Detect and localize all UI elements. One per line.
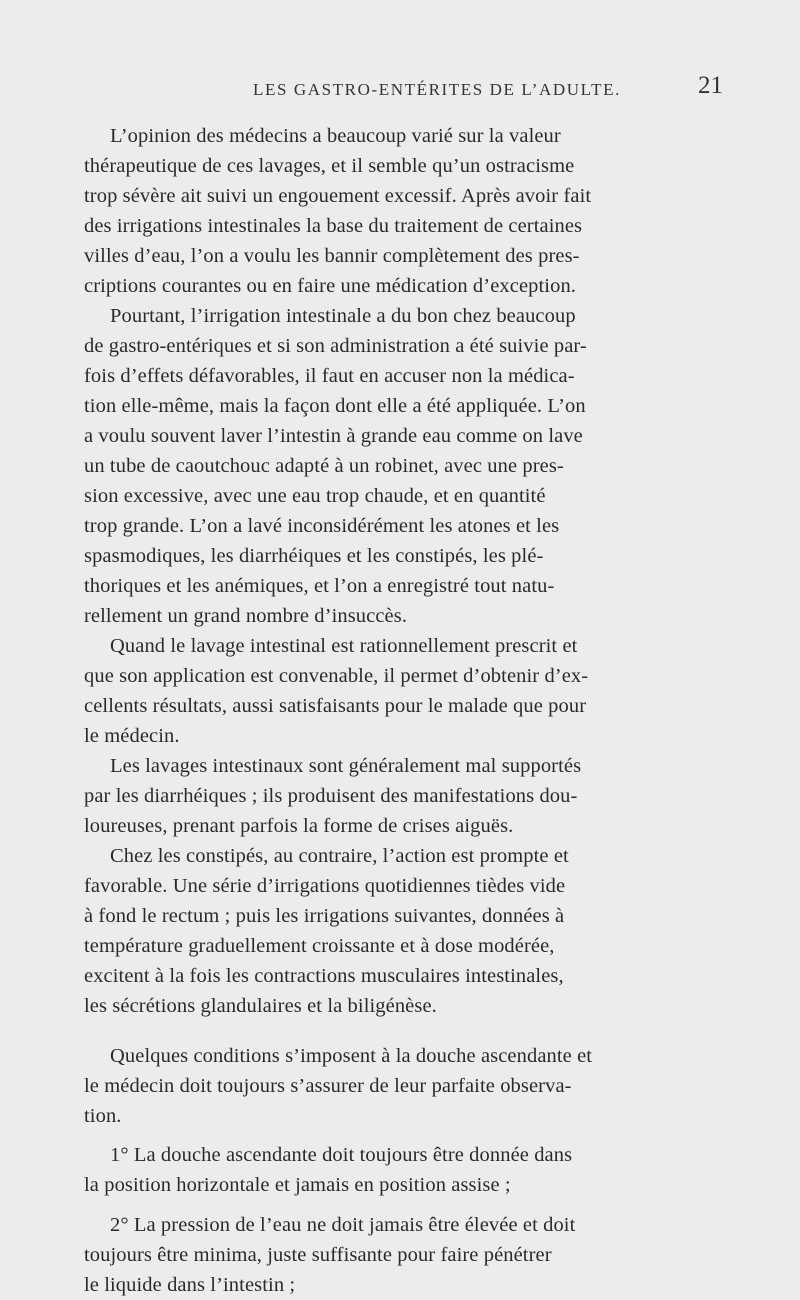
text-line: loureuses, prenant parfois la forme de crises aiguës. — [84, 815, 514, 837]
text-line: a voulu souvent laver l’intestin à grande eau comme on lave — [84, 425, 583, 447]
text-line: thoriques et les anémiques, et l’on a enregistré tout natu- — [84, 575, 555, 597]
text-line: tion. — [84, 1105, 122, 1127]
text-line: tion elle-même, mais la façon dont elle a été appliquée. L’on — [84, 395, 586, 417]
text-line: le médecin doit toujours s’assurer de leur parfaite observa- — [84, 1075, 572, 1097]
text-line: que son application est convenable, il permet d’obtenir d’ex- — [84, 665, 589, 687]
text-line: favorable. Une série d’irrigations quotidiennes tièdes vide — [84, 875, 566, 897]
text-line: Pourtant, l’irrigation intestinale a du bon chez beaucoup — [110, 305, 576, 327]
text-line: Quelques conditions s’imposent à la douche ascendante et — [110, 1045, 593, 1067]
text-line: les sécrétions glandulaires et la biligénèse. — [84, 995, 437, 1017]
text-line: trop grande. L’on a lavé inconsidérément les atones et les — [84, 515, 560, 537]
text-line: 2° La pression de l’eau ne doit jamais être élevée et doit — [110, 1214, 576, 1236]
text-line: par les diarrhéiques ; ils produisent des manifestations dou- — [84, 785, 578, 807]
text-line: le médecin. — [84, 725, 180, 747]
running-title: LES GASTRO-ENTÉRITES DE L’ADULTE. — [253, 80, 621, 99]
page-number: 21 — [698, 72, 723, 99]
text-line: température graduellement croissante et à dose modérée, — [84, 935, 555, 957]
text-line: de gastro-entériques et si son administration a été suivie par- — [84, 335, 587, 357]
text-line: cellents résultats, aussi satisfaisants pour le malade que pour — [84, 695, 587, 717]
text-line: criptions courantes ou en faire une médication d’exception. — [84, 275, 577, 297]
text-line: rellement un grand nombre d’insuccès. — [84, 605, 408, 627]
text-line: Les lavages intestinaux sont généralement mal supportés — [110, 755, 582, 777]
text-line: fois d’effets défavorables, il faut en accuser non la médica- — [84, 365, 575, 387]
text-line: L’opinion des médecins a beaucoup varié sur la valeur — [110, 125, 561, 147]
text-line: la position horizontale et jamais en position assise ; — [84, 1174, 511, 1196]
text-line: spasmodiques, les diarrhéiques et les constipés, les plé- — [84, 545, 544, 567]
text-line: le liquide dans l’intestin ; — [84, 1274, 296, 1296]
text-line: toujours être minima, juste suffisante pour faire pénétrer — [84, 1244, 552, 1266]
text-line: un tube de caoutchouc adapté à un robinet, avec une pres- — [84, 455, 564, 477]
text-line: sion excessive, avec une eau trop chaude, et en quantité — [84, 485, 546, 507]
text-line: excitent à la fois les contractions musculaires intestinales, — [84, 965, 564, 987]
text-line: villes d’eau, l’on a voulu les bannir complètement des pres- — [84, 245, 580, 267]
text-line: 1° La douche ascendante doit toujours être donnée dans — [110, 1144, 573, 1166]
text-line: Chez les constipés, au contraire, l’action est prompte et — [110, 845, 569, 867]
text-line: à fond le rectum ; puis les irrigations suivantes, données à — [84, 905, 565, 927]
text-line: trop sévère ait suivi un engouement excessif. Après avoir fait — [84, 185, 592, 207]
text-line: thérapeutique de ces lavages, et il semble qu’un ostracisme — [84, 155, 575, 177]
text-line: des irrigations intestinales la base du traitement de certaines — [84, 215, 583, 237]
text-line: Quand le lavage intestinal est rationnellement prescrit et — [110, 635, 578, 657]
